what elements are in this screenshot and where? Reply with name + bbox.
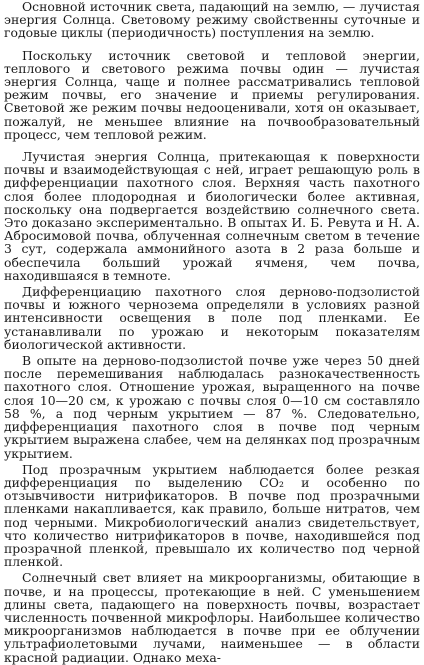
paragraph-2: Поскольку источник световой и тепловой энергии, теплового и светового режима почвы один — лучистая энергия Солнца, чаще и полнее рассматривались тепловой режим почвы, его значение и приемы регулирования. Световой же режим почвы недооценивали, хотя он оказывает, пожалуй, не меньшее влияние на почвообразовательный процесс, чем тепловой режим. xyxy=(4,47,420,142)
paragraph-1: Основной источник света, падающий на землю, — лучистая энергия Солнца. Световому режиму свойственны суточные и годовые циклы (периодичность) поступления на землю. xyxy=(4,0,420,41)
paragraph-4: Дифференциацию пахотного слоя дерново-подзолистой почвы и южного чернозема определяли в условиях разной интенсивности освещения в поле под пленками. Ее устанавливали по урожаю и некоторым показателям биологической активности. xyxy=(4,284,420,352)
paragraph-6: Под прозрачным укрытием наблюдается более резкая дифференциация по выделению CO₂ и особенно по отзывчивости нитрификаторов. В почве под прозрачными пленками накапливается, как правило, больше нитратов, чем под черными. Микробиологический анализ свидетельствует, что количество нитрификаторов в почве, находившейся под прозрачной пленкой, превышало их количество под черной пленкой. xyxy=(4,461,420,570)
paragraph-7: Солнечный свет влияет на микроорганизмы, обитающие в почве, и на процессы, протекающие в ней. С уменьшением длины света, падающего на поверхность почвы, возрастает численность почвенной микрофлоры. Наибольшее количество микроорганизмов наблюдается в почве при ее облучении ультрафиолетовыми лучами, наименьшее — в области красной радиации. Однако меха- xyxy=(4,570,420,665)
paragraph-3: Лучистая энергия Солнца, притекающая к поверхности почвы и взаимодействующая с ней, играет решающую роль в дифференциации пахотного слоя. Верхняя часть пахотного слоя более плодородная и биологически более активная, поскольку она подвергается воздействию солнечного света. Это доказано экспериментально. В опытах И. Б. Ревута и Н. А. Абросимовой почва, облученная солнечным светом в течение 3 сут, содержала аммонийного азота в 2 раза больше и обеспечила больший урожай ячменя, чем почва, находившаяся в темноте. xyxy=(4,149,420,283)
paragraph-5: В опыте на дерново-подзолистой почве уже через 50 дней после перемешивания наблюдалась разнокачественность пахотного слоя. Отношение урожая, выращенного на почве слоя 10—20 см, к урожаю с почвы слоя 0—10 см составляло 58 %, а под черным укрытием — 87 %. Следовательно, дифференциация пахотного слоя в почве под черным укрытием выражена слабее, чем на делянках под прозрачным укрытием. xyxy=(4,353,420,461)
document-page xyxy=(4,0,420,665)
